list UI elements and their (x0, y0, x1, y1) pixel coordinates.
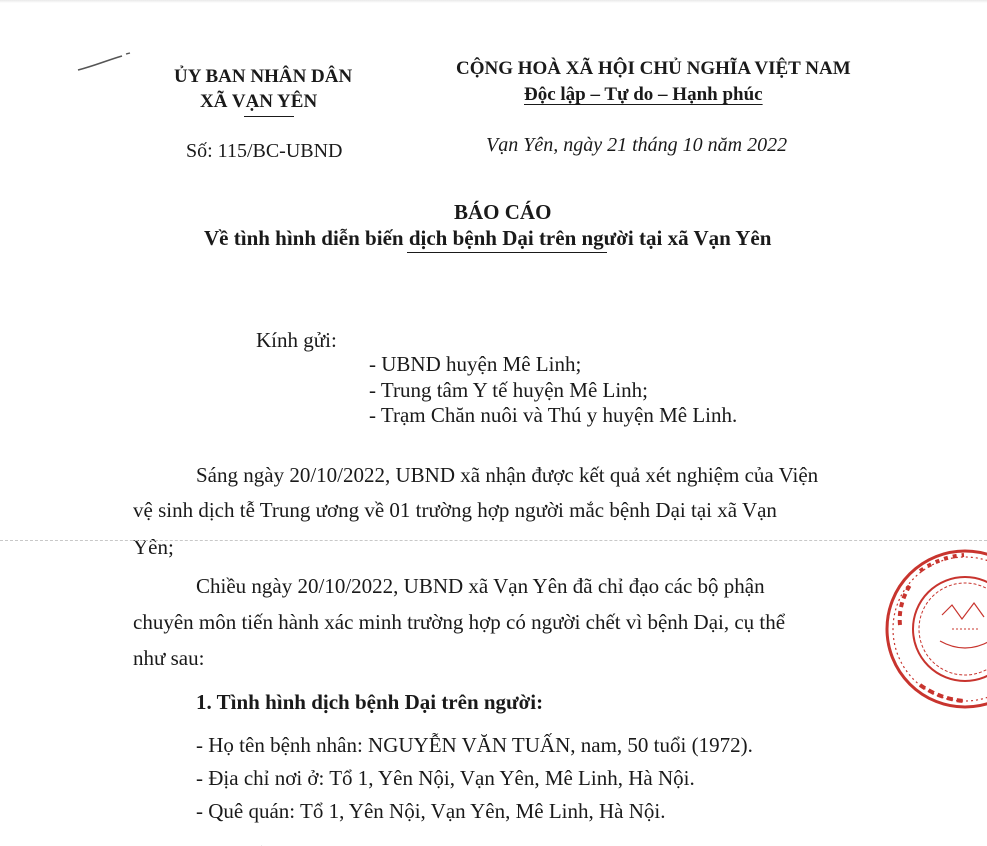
paragraph-1-line: vệ sinh dịch tễ Trung ương về 01 trường hợp người mắc bệnh Dại tại xã Vạn (133, 498, 777, 522)
paragraph-1-line: Sáng ngày 20/10/2022, UBND xã nhận được kết quả xét nghiệm của Viện (196, 463, 819, 487)
agency-underline (244, 116, 294, 117)
cut-off-line (200, 838, 470, 846)
section-1-heading: 1. Tình hình dịch bệnh Dại trên người: (196, 690, 544, 714)
paragraph-2-line: như sau: (133, 646, 205, 670)
recipients-label: Kính gửi: (256, 328, 337, 352)
report-subtitle: Về tình hình diễn biến dịch bệnh Dại trên người tại xã Vạn Yên (204, 226, 772, 250)
document-number: Số: 115/BC-UBND (186, 140, 343, 162)
patient-item: - Địa chỉ nơi ở: Tổ 1, Yên Nội, Vạn Yên, Mê Linh, Hà Nội. (196, 766, 695, 790)
subtitle-underline (407, 252, 607, 253)
agency-line-2 (200, 91, 317, 113)
patient-item: - Họ tên bệnh nhân: NGUYỄN VĂN TUẤN, nam, 50 tuổi (1972). (196, 733, 753, 757)
fold-line (0, 540, 987, 541)
official-seal (880, 545, 987, 713)
republic-motto: Độc lập – Tự do – Hạnh phúc (524, 84, 763, 105)
pen-mark (74, 50, 134, 80)
paragraph-2-line: chuyên môn tiến hành xác minh trường hợp có người chết vì bệnh Dại, cụ thể (133, 610, 786, 634)
recipient-item: - UBND huyện Mê Linh; (369, 352, 582, 376)
agency-line-1: ỦY BAN NHÂN DÂN (174, 66, 353, 87)
patient-item: - Quê quán: Tổ 1, Yên Nội, Vạn Yên, Mê Linh, Hà Nội. (196, 799, 666, 823)
agency-name: XÃ VẠN YÊN (200, 91, 318, 112)
republic-line-1: CỘNG HOÀ XÃ HỘI CHỦ NGHĨA VIỆT NAM (456, 58, 851, 79)
place-date: Vạn Yên, ngày 21 tháng 10 năm 2022 (486, 134, 788, 156)
recipient-item: - Trung tâm Y tế huyện Mê Linh; (369, 378, 649, 402)
paragraph-2-line: Chiều ngày 20/10/2022, UBND xã Vạn Yên đã chỉ đạo các bộ phận (196, 574, 765, 598)
recipient-item: - Trạm Chăn nuôi và Thú y huyện Mê Linh. (369, 403, 738, 427)
report-title: BÁO CÁO (454, 200, 552, 224)
scan-edge (0, 0, 987, 3)
paragraph-1-line: Yên; (133, 535, 174, 559)
